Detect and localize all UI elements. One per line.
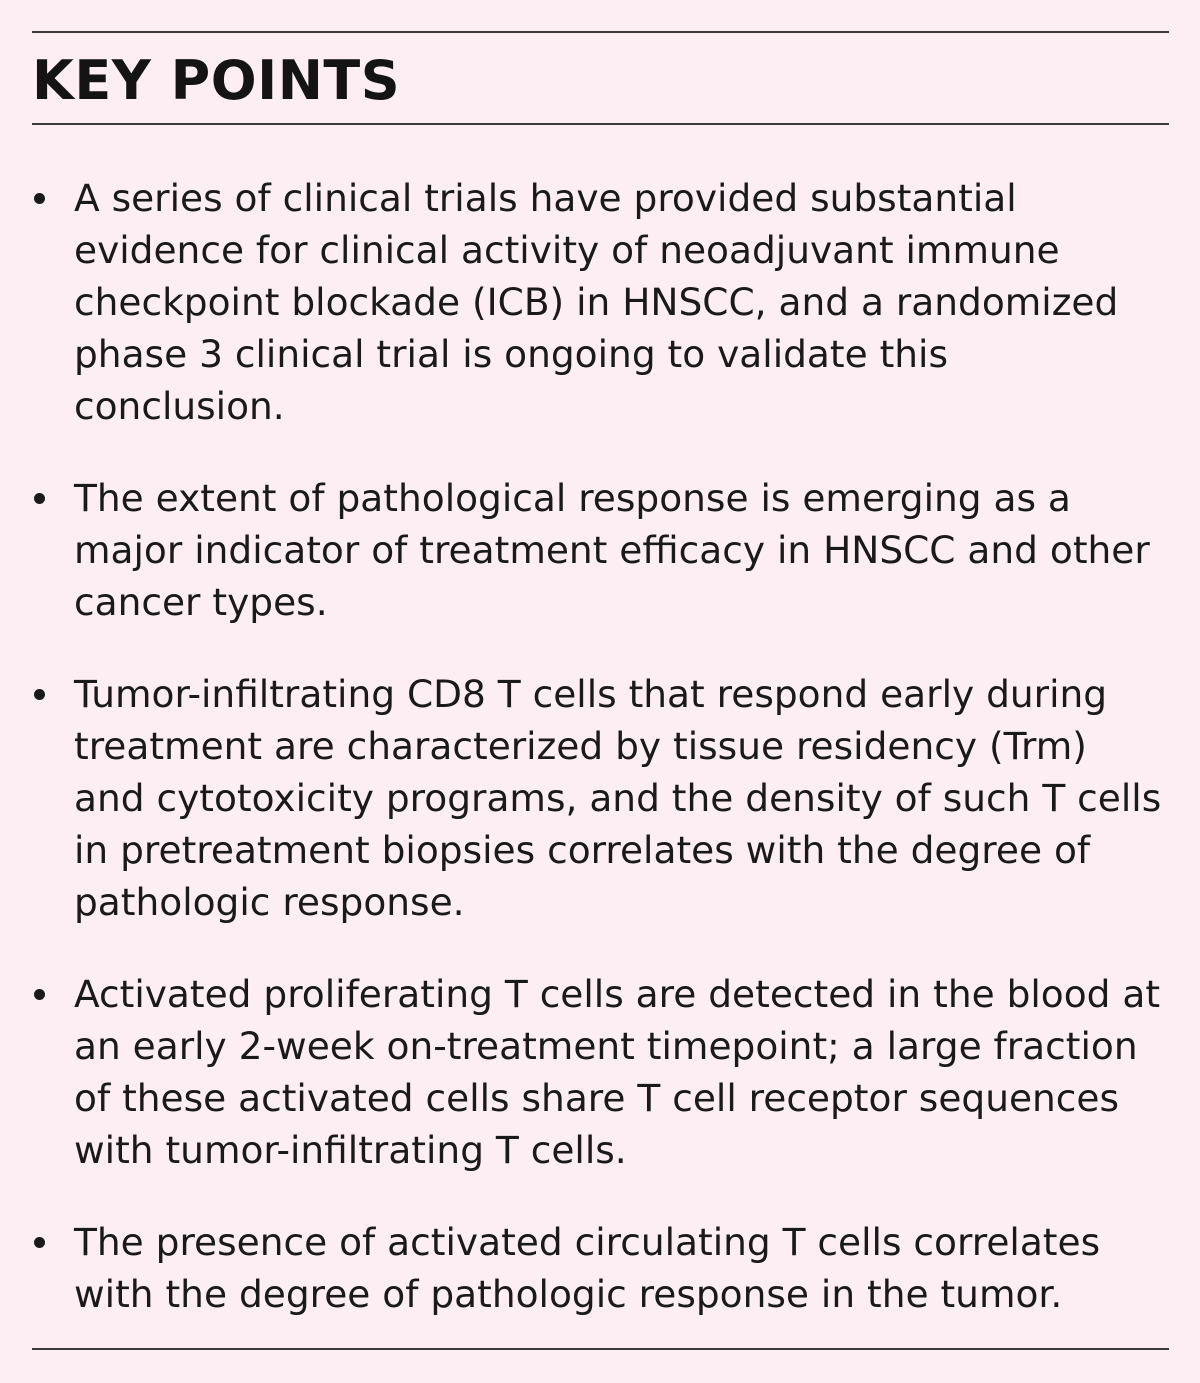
key-point-item: [32, 472, 1169, 628]
bullet-icon: [34, 689, 45, 700]
bullet-icon: [34, 1237, 45, 1248]
top-divider: [32, 31, 1169, 33]
key-point-item: [32, 668, 1169, 928]
bottom-divider: [32, 1348, 1169, 1350]
key-point-text: A series of clinical trials have provided substantial evidence for clinical activity of neoadjuvant immune checkpoint blockade (ICB) in HNSCC, and a randomized phase 3 clinical trial is ongoing to validate this conclusion.: [74, 176, 1119, 428]
key-point-item: [32, 172, 1169, 432]
key-point-item: [32, 968, 1169, 1176]
key-points-list: [32, 172, 1169, 1360]
key-point-text: The presence of activated circulating T cells correlates with the degree of pathologic response in the tumor.: [74, 1220, 1101, 1316]
key-point-text: Activated proliferating T cells are detected in the blood at an early 2-week on-treatment timepoint; a large fraction of these activated cells share T cell receptor sequences with tumor-infiltrating T cells.: [74, 972, 1161, 1172]
bullet-icon: [34, 493, 45, 504]
key-point-text: The extent of pathological response is emerging as a major indicator of treatment efficacy in HNSCC and other cancer types.: [74, 476, 1150, 624]
bullet-icon: [34, 193, 45, 204]
bullet-icon: [34, 989, 45, 1000]
key-point-item: [32, 1216, 1169, 1320]
box-title: KEY POINTS: [32, 49, 401, 112]
title-divider: [32, 123, 1169, 125]
key-point-text: Tumor-infiltrating CD8 T cells that respond early during treatment are characterized by tissue residency (Trm) and cytotoxicity programs, and the density of such T cells in pretreatment biopsies correlates with the degree of pathologic response.: [74, 672, 1162, 924]
